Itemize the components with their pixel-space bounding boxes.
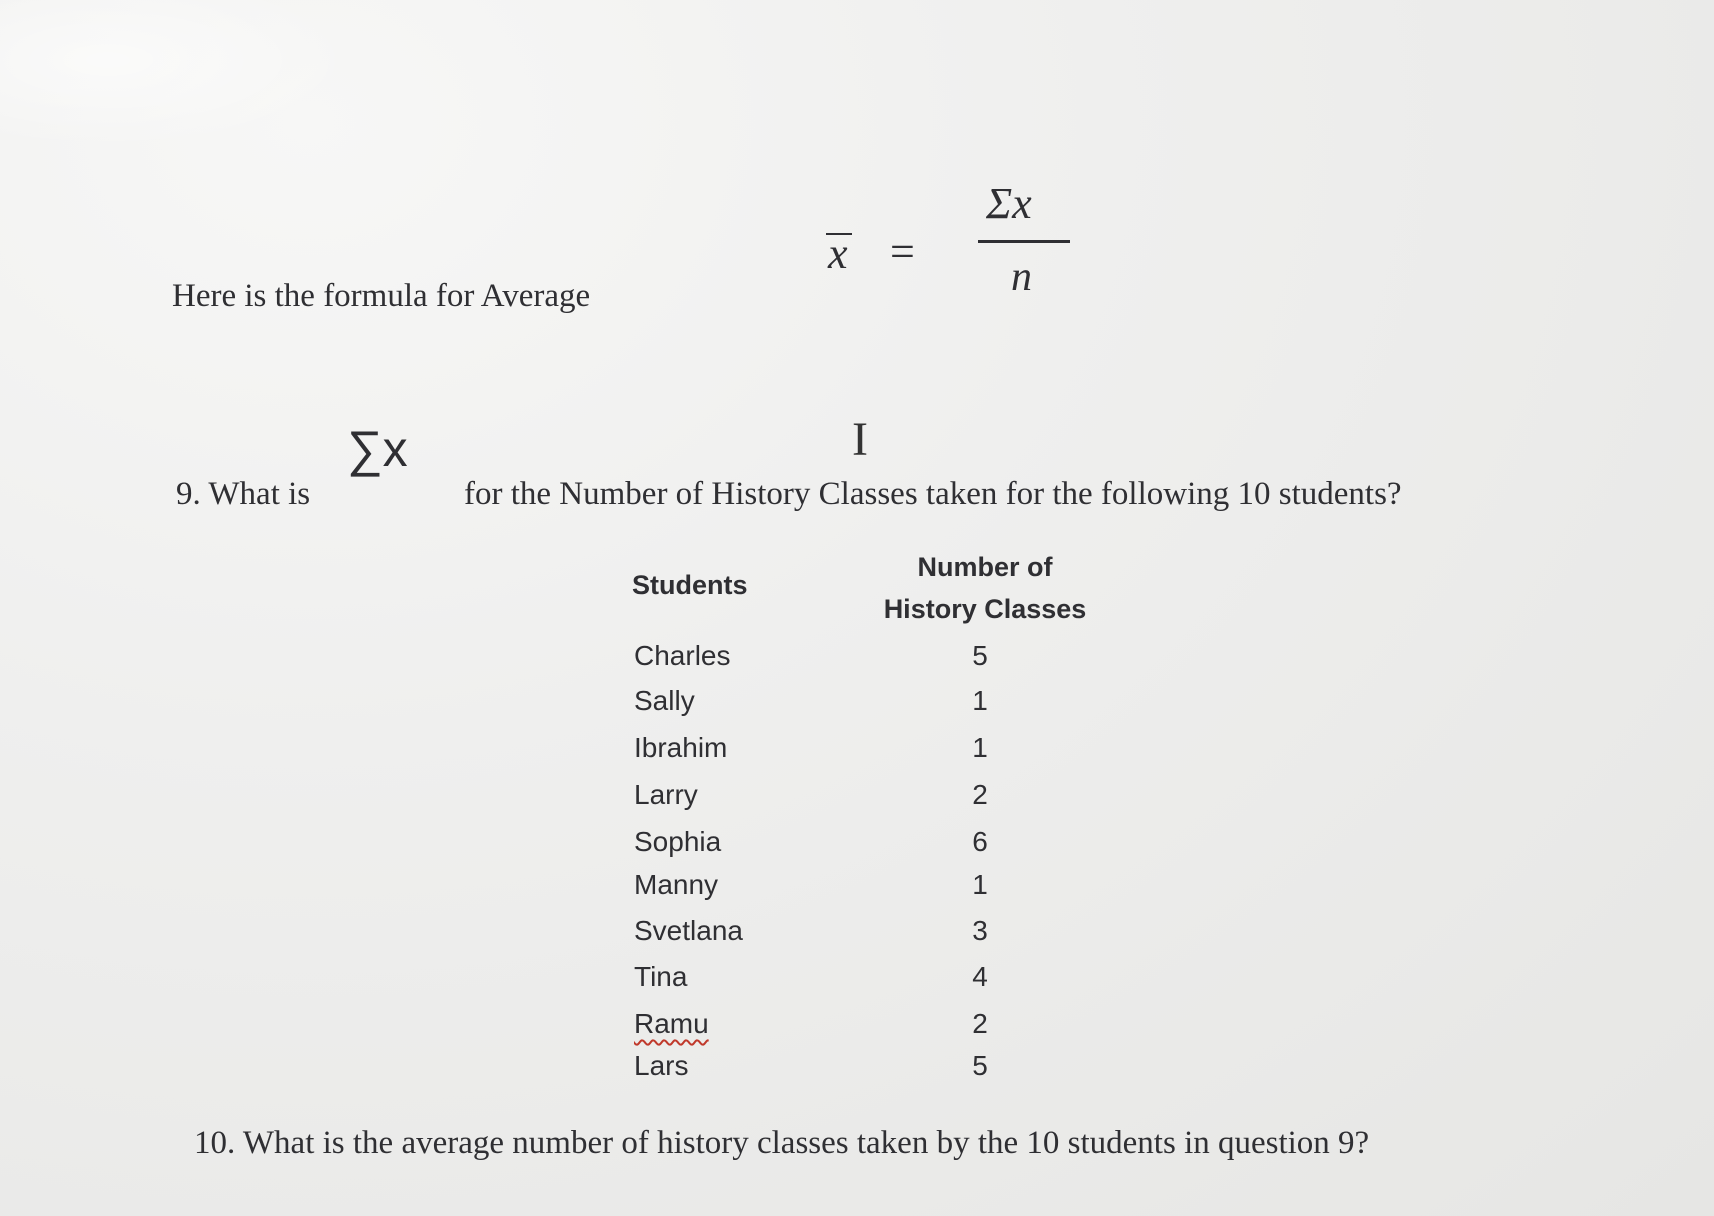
student-name: Manny bbox=[634, 869, 719, 900]
header-number-of-classes bbox=[880, 546, 1090, 630]
text-cursor-icon: I bbox=[852, 413, 868, 466]
intro-text: Here is the formula for Average bbox=[172, 278, 591, 314]
student-value: 5 bbox=[972, 640, 988, 671]
screen-glare bbox=[0, 0, 360, 150]
student-name: Svetlana bbox=[634, 915, 743, 946]
student-value: 5 bbox=[972, 1050, 988, 1081]
student-name: Ramu bbox=[634, 1008, 709, 1039]
question-9-sigma: ∑x bbox=[347, 421, 408, 477]
student-value: 2 bbox=[972, 779, 988, 810]
student-name: Lars bbox=[634, 1050, 689, 1081]
student-name: Larry bbox=[634, 779, 698, 810]
student-value: 3 bbox=[972, 915, 988, 946]
question-9-text: for the Number of History Classes taken for the following 10 students? bbox=[464, 476, 1402, 512]
average-formula bbox=[828, 178, 1078, 308]
student-name: Tina bbox=[634, 961, 688, 992]
question-9-number: 9. What is bbox=[176, 476, 311, 512]
formula-fraction-bar bbox=[978, 240, 1070, 243]
header-number-line2: History Classes bbox=[883, 594, 1087, 624]
student-value: 4 bbox=[972, 961, 988, 992]
student-value: 1 bbox=[972, 732, 988, 763]
formula-numerator: Σx bbox=[986, 179, 1032, 228]
student-value: 1 bbox=[972, 869, 988, 900]
student-value: 6 bbox=[972, 826, 988, 857]
student-name: Sally bbox=[634, 685, 695, 716]
student-name: Charles bbox=[634, 640, 731, 671]
formula-equals: = bbox=[890, 227, 915, 276]
header-students: Students bbox=[632, 570, 748, 600]
student-value: 2 bbox=[972, 1008, 988, 1039]
formula-denominator: n bbox=[1011, 254, 1032, 300]
student-name: Ibrahim bbox=[634, 732, 728, 763]
header-number-line1: Number of bbox=[917, 552, 1053, 582]
student-value: 1 bbox=[972, 685, 988, 716]
student-name: Sophia bbox=[634, 826, 722, 857]
question-10-text: 10. What is the average number of history classes taken by the 10 students in question 9? bbox=[194, 1125, 1370, 1161]
formula-xbar: x bbox=[828, 228, 848, 279]
